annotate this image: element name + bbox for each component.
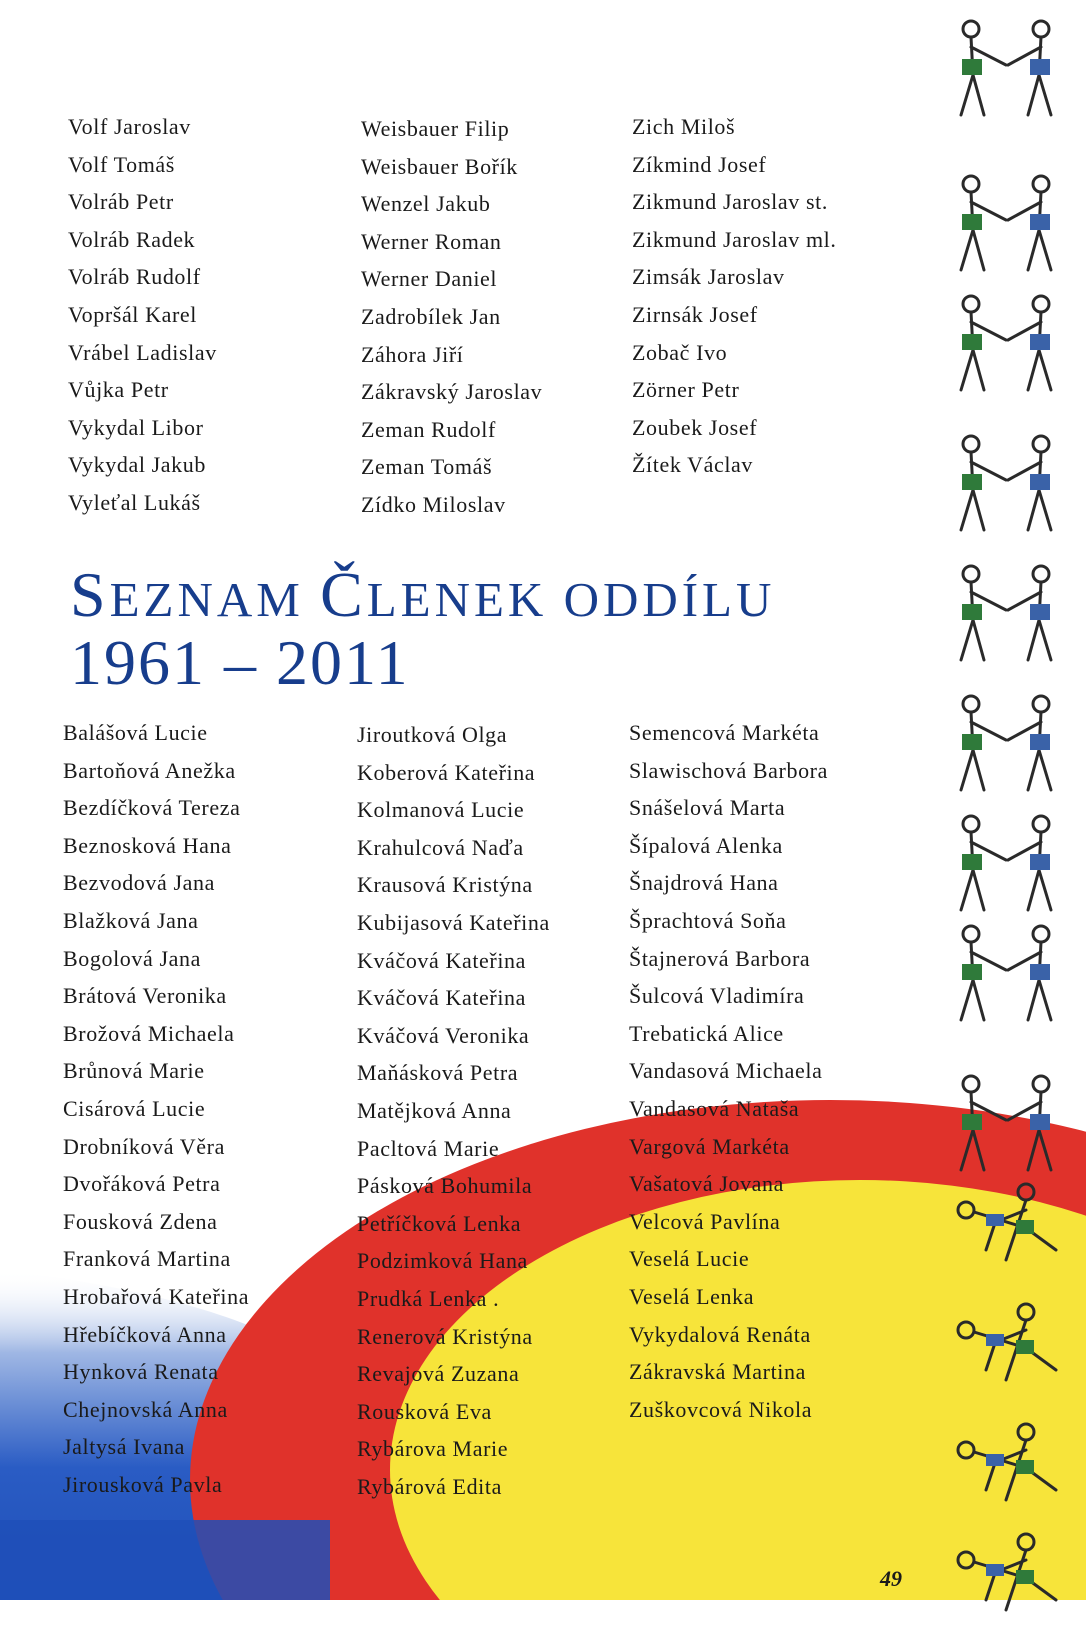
wrestler-figure-part [1018, 1534, 1034, 1550]
member-name: Šprachtová Soňa [629, 908, 787, 933]
member-name: Veselá Lucie [629, 1246, 750, 1272]
member-name: Rousková Eva [357, 1398, 492, 1424]
member-name: Vopršál Karel [68, 302, 197, 327]
member-name: Zikmund Jaroslav ml. [632, 226, 837, 252]
member-name: Záhora Jiří [361, 341, 464, 367]
wrestler-figure-part [958, 1322, 974, 1338]
member-name: Revajová Zuzana [357, 1361, 520, 1387]
member-name: Snášelová Marta [629, 795, 786, 821]
wrestler-figure-part [962, 59, 982, 75]
member-name: Volráb Rudolf [68, 264, 201, 290]
wrestler-figure-part [961, 37, 1006, 115]
member-name: Bogolová Jana [63, 945, 201, 971]
member-name: Rybárova Marie [357, 1436, 509, 1462]
member-name: Podzimková Hana [357, 1248, 528, 1274]
wrestler-figure-part [1033, 436, 1049, 452]
wrestler-figure-part [986, 1334, 1004, 1346]
member-name: Zíkmind Josef [632, 151, 767, 177]
wrestler-figure-part [962, 474, 982, 490]
member-name: Semencová Markéta [629, 720, 820, 745]
member-name: Volráb Petr [68, 189, 174, 215]
wrestler-figure-part [962, 604, 982, 620]
wrestler-figure-part [962, 214, 982, 230]
wrestler-figure-part [1008, 312, 1051, 390]
wrestler-figure-part [1033, 176, 1049, 192]
wrestler-figure-part [961, 832, 1006, 910]
member-name: Hřebíčková Anna [63, 1321, 227, 1347]
wrestler-figure-part [986, 1454, 1004, 1466]
wrestler-figure-part [963, 21, 979, 37]
wrestler-figure-part [1008, 582, 1051, 660]
wrestler-figure-part [1008, 942, 1051, 1020]
member-name: Franková Martina [63, 1246, 231, 1272]
wrestler-figure-part [1008, 452, 1051, 530]
wrestler-figure-part [963, 926, 979, 942]
member-name: Werner Roman [361, 228, 502, 254]
member-name: Žítek Václav [632, 452, 754, 478]
wrestler-figure-part [961, 582, 1006, 660]
wrestler-figure-part [963, 566, 979, 582]
member-name: Vrábel Ladislav [68, 339, 217, 365]
member-name: Volráb Radek [68, 226, 196, 252]
member-name: Chejnovská Anna [63, 1396, 228, 1422]
blue-bottom-strip [0, 1520, 330, 1600]
member-name: Zadrobílek Jan [361, 304, 501, 329]
wrestler-figure-part [1030, 604, 1050, 620]
wrestler-figure-part [1030, 334, 1050, 350]
member-name: Brůnová Marie [63, 1058, 205, 1084]
wrestler-pair-icon [946, 560, 1076, 670]
wrestler-figure-part [1016, 1220, 1034, 1234]
wrestler-pair-icon [946, 170, 1076, 280]
member-name: Kváčová Kateřina [357, 985, 527, 1011]
member-name: Jaltysá Ivana [63, 1434, 186, 1460]
wrestler-figure-part [963, 296, 979, 312]
wrestler-figure-part [963, 696, 979, 712]
member-name: Matějková Anna [357, 1098, 512, 1123]
wrestler-figure-part [963, 436, 979, 452]
member-name: Bezdíčková Tereza [63, 795, 241, 821]
wrestler-figure-part [1008, 1092, 1051, 1170]
member-name: Cisárová Lucie [63, 1096, 206, 1121]
member-name: Hynková Renata [63, 1359, 219, 1385]
wrestler-figure-part [1008, 712, 1051, 790]
wrestler-pair-icon [946, 1290, 1076, 1400]
member-name: Vykydalová Renáta [629, 1321, 811, 1347]
wrestler-figure-part [961, 712, 1006, 790]
wrestler-figure-part [1030, 214, 1050, 230]
wrestler-figure-part [1018, 1304, 1034, 1320]
member-name: Vykydal Jakub [68, 452, 206, 478]
member-name: Blažková Jana [63, 908, 199, 933]
wrestler-figure-part [958, 1442, 974, 1458]
wrestler-pair-icon [946, 290, 1076, 400]
member-name: Zikmund Jaroslav st. [632, 189, 828, 215]
member-name: Balášová Lucie [63, 720, 208, 745]
wrestler-pair-icon [946, 690, 1076, 800]
wrestler-figure-part [1016, 1570, 1034, 1584]
member-name: Vargová Markéta [629, 1133, 790, 1159]
member-name: Šulcová Vladimíra [629, 983, 805, 1009]
wrestler-figure-part [963, 1076, 979, 1092]
wrestler-figure-part [963, 176, 979, 192]
wrestler-pair-icon [946, 810, 1076, 920]
member-name: Volf Jaroslav [68, 114, 191, 139]
wrestler-figure-part [961, 942, 1006, 1020]
member-name: Zeman Tomáš [361, 454, 493, 480]
member-name: Zörner Petr [632, 377, 740, 403]
member-name: Kubijasová Kateřina [357, 910, 550, 935]
member-name: Petříčková Lenka [357, 1210, 522, 1236]
wrestler-figure-part [1033, 21, 1049, 37]
wrestler-figure-part [1033, 1076, 1049, 1092]
member-name: Wenzel Jakub [361, 191, 491, 217]
member-name: Volf Tomáš [68, 151, 175, 177]
member-name: Zobač Ivo [632, 339, 728, 365]
member-name: Zimsák Jaroslav [632, 264, 785, 290]
wrestler-pair-icon [946, 15, 1076, 125]
wrestler-figure-part [961, 1092, 1006, 1170]
wrestler-figure-part [962, 734, 982, 750]
wrestler-figure-part [1018, 1424, 1034, 1440]
member-name: Dvořáková Petra [63, 1171, 221, 1197]
member-name: Zich Miloš [632, 114, 736, 139]
member-name: Šípalová Alenka [629, 832, 783, 858]
member-name: Vandasová Michaela [629, 1058, 823, 1084]
wrestler-pair-icon [946, 920, 1076, 1030]
member-name: Weisbauer Bořík [361, 153, 518, 179]
member-name: Vandasová Nataša [629, 1096, 800, 1121]
section-heading-title [70, 559, 776, 633]
member-name: Velcová Pavlína [629, 1208, 781, 1234]
wrestler-figure-part [1008, 832, 1051, 910]
wrestler-figure-part [958, 1552, 974, 1568]
wrestler-figures-illustration [946, 0, 1086, 1600]
wrestler-pair-icon [946, 1070, 1076, 1180]
wrestler-figure-part [962, 854, 982, 870]
member-name: Bartoňová Anežka [63, 757, 236, 783]
wrestler-figure-part [1033, 566, 1049, 582]
member-name: Brátová Veronika [63, 983, 227, 1009]
wrestler-figure-part [1008, 192, 1051, 270]
wrestler-figure-part [1033, 696, 1049, 712]
wrestler-figure-part [1030, 854, 1050, 870]
member-name: Koberová Kateřina [357, 759, 536, 785]
heading-initial: S [70, 559, 110, 630]
wrestler-figure-part [1033, 816, 1049, 832]
wrestler-figure-part [962, 964, 982, 980]
member-name: Kváčová Veronika [357, 1022, 530, 1048]
wrestler-figure-part [986, 1564, 1004, 1576]
member-name: Veselá Lenka [629, 1284, 755, 1309]
section-heading-years: 1961 – 2011 [70, 627, 410, 698]
member-name: Zirnsák Josef [632, 302, 758, 327]
wrestler-figure-part [962, 1114, 982, 1130]
member-name: Beznosková Hana [63, 832, 232, 858]
wrestler-figure-part [1016, 1460, 1034, 1474]
member-name: Renerová Kristýna [357, 1323, 533, 1349]
member-name: Rybárová Edita [357, 1474, 502, 1499]
wrestler-figure-part [1033, 926, 1049, 942]
wrestler-figure-part [963, 816, 979, 832]
member-name: Kváčová Kateřina [357, 947, 527, 973]
member-name: Slawischová Barbora [629, 757, 828, 783]
wrestler-pair-icon [946, 1410, 1076, 1520]
member-name: Werner Daniel [361, 266, 498, 292]
wrestler-figure-part [1030, 474, 1050, 490]
member-name: Pásková Bohumila [357, 1173, 533, 1199]
member-name: Zídko Miloslav [361, 492, 506, 517]
wrestler-figure-part [961, 452, 1006, 530]
wrestler-pair-icon [946, 1520, 1076, 1630]
member-name: Hrobařová Kateřina [63, 1284, 250, 1309]
member-name: Jirousková Pavla [63, 1472, 223, 1497]
page-number: 49 [880, 1566, 902, 1591]
member-name: Maňásková Petra [357, 1060, 519, 1086]
member-name: Drobníková Věra [63, 1133, 225, 1159]
member-name: Prudká Lenka . [357, 1286, 500, 1311]
wrestler-figure-part [1016, 1340, 1034, 1354]
member-name: Zeman Rudolf [361, 416, 496, 442]
member-name: Jiroutková Olga [357, 722, 508, 747]
wrestler-figure-part [1033, 296, 1049, 312]
wrestler-figure-part [1030, 734, 1050, 750]
wrestler-figure-part [961, 312, 1006, 390]
wrestler-figure-part [1030, 1114, 1050, 1130]
wrestler-figure-part [1030, 964, 1050, 980]
member-name: Pacltová Marie [357, 1135, 500, 1161]
wrestler-figure-part [986, 1214, 1004, 1226]
wrestler-figure-part [1008, 37, 1051, 115]
member-name: Zuškovcová Nikola [629, 1396, 813, 1422]
member-name: Vůjka Petr [68, 377, 169, 403]
member-name: Zákravská Martina [629, 1359, 806, 1385]
member-name: Brožová Michaela [63, 1020, 235, 1046]
member-name: Bezvodová Jana [63, 870, 215, 896]
member-name: Zoubek Josef [632, 414, 758, 440]
wrestler-pair-icon [946, 430, 1076, 540]
wrestler-figure-part [962, 334, 982, 350]
heading-word: EZNAM [109, 572, 321, 627]
member-name: Trebatická Alice [629, 1020, 784, 1046]
wrestler-figure-part [961, 192, 1006, 270]
member-name: Weisbauer Filip [361, 116, 510, 141]
heading-initial: Č [320, 559, 367, 630]
member-name: Kolmanová Lucie [357, 797, 525, 823]
member-name: Zákravský Jaroslav [361, 379, 543, 405]
wrestler-pair-icon [946, 1170, 1076, 1280]
member-name: Vykydal Libor [68, 414, 204, 440]
wrestler-figure-part [958, 1202, 974, 1218]
wrestler-figure-part [1030, 59, 1050, 75]
member-name: Šnajdrová Hana [629, 870, 779, 896]
heading-word: LENEK ODDÍLU [366, 572, 776, 627]
member-name: Krahulcová Naďa [357, 834, 524, 860]
member-name: Krausová Kristýna [357, 872, 533, 898]
member-name: Fousková Zdena [63, 1208, 218, 1234]
wrestler-figure-part [1018, 1184, 1034, 1200]
member-name: Štajnerová Barbora [629, 945, 811, 971]
member-name: Vyleťal Lukáš [68, 490, 201, 515]
member-name: Vašatová Jovana [629, 1171, 785, 1197]
